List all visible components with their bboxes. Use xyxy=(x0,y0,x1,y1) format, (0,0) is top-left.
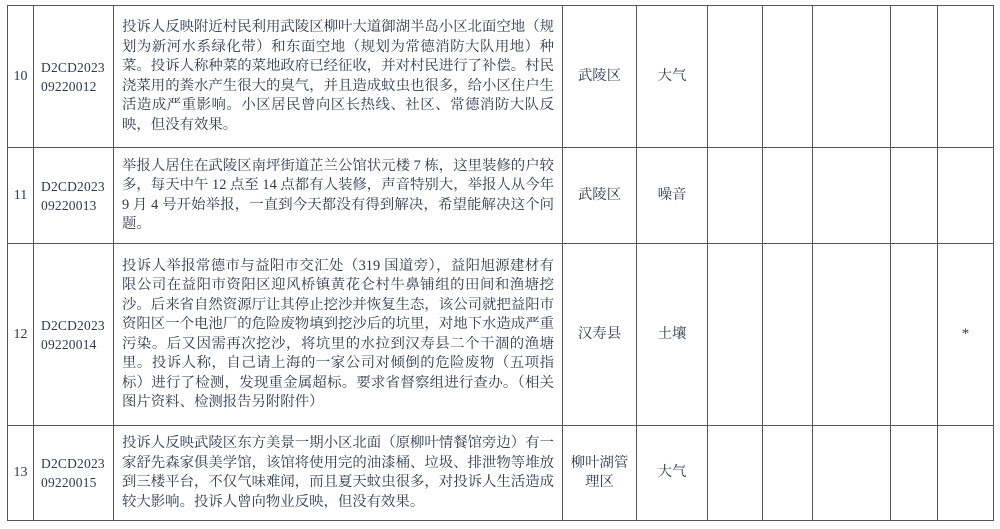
extra-cell-2 xyxy=(763,426,813,521)
mark-cell xyxy=(938,426,994,521)
extra-cell-4 xyxy=(891,6,938,148)
description-cell: 举报人居住在武陵区南坪街道芷兰公馆状元楼 7 栋，这里装修的户较多，每天中午 12 点至 14 点都有人装修，声音特别大，举报人从今年 9 月 4 号开始举报，一直到今天都没有得到解决，希望能解决这个问题。 xyxy=(114,148,563,244)
table-row xyxy=(8,244,994,426)
extra-cell-1 xyxy=(708,426,763,521)
case-id-cell: D2CD202309220013 xyxy=(34,148,114,244)
extra-cell-1 xyxy=(708,244,763,426)
row-number-cell: 13 xyxy=(8,426,34,521)
case-id-cell: D2CD202309220012 xyxy=(34,6,114,148)
extra-cell-1 xyxy=(708,6,763,148)
row-number-cell: 10 xyxy=(8,6,34,148)
extra-cell-3 xyxy=(813,244,891,426)
extra-cell-4 xyxy=(891,426,938,521)
case-id-cell: D2CD202309220014 xyxy=(34,244,114,426)
complaints-table xyxy=(7,5,994,521)
extra-cell-4 xyxy=(891,244,938,426)
mark-cell xyxy=(938,148,994,244)
category-cell: 噪音 xyxy=(637,148,708,244)
extra-cell-3 xyxy=(813,148,891,244)
description-cell: 投诉人反映武陵区东方美景一期小区北面（原柳叶情餐馆旁边）有一家舒先森家俱美学馆，该馆将使用完的油漆桶、垃圾、排泄物等堆放到三楼平台，不仅气味难闻，而且夏天蚊虫很多，对投诉人生活造成较大影响。投诉人曾向物业反映，但没有效果。 xyxy=(114,426,563,521)
category-cell: 大气 xyxy=(637,6,708,148)
table-row xyxy=(8,6,994,148)
region-cell: 柳叶湖管理区 xyxy=(563,426,637,521)
category-cell: 大气 xyxy=(637,426,708,521)
description-cell: 投诉人举报常德市与益阳市交汇处（319 国道旁），益阳旭源建材有限公司在益阳市资阳区迎风桥镇黄花仑村牛鼻铺组的田间和渔塘挖沙。后来省自然资源厅让其停止挖沙并恢复生态，该公司就把益阳市资阳区一个电池厂的危险废物填到挖沙后的坑里，对地下水造成严重污染。后又因需再次挖沙，将坑里的水拉到汉寿县二个干涸的渔塘里。投诉人称，自己请上海的一家公司对倾倒的危险废物（五项指标）进行了检测，发现重金属超标。要求省督察组进行查办。（相关图片资料、检测报告另附附件） xyxy=(114,244,563,426)
region-cell: 汉寿县 xyxy=(563,244,637,426)
mark-cell: * xyxy=(938,244,994,426)
extra-cell-1 xyxy=(708,148,763,244)
extra-cell-4 xyxy=(891,148,938,244)
region-cell: 武陵区 xyxy=(563,6,637,148)
region-cell: 武陵区 xyxy=(563,148,637,244)
mark-cell xyxy=(938,6,994,148)
table-row xyxy=(8,426,994,521)
extra-cell-2 xyxy=(763,148,813,244)
case-id-cell: D2CD202309220015 xyxy=(34,426,114,521)
extra-cell-2 xyxy=(763,6,813,148)
description-cell: 投诉人反映附近村民利用武陵区柳叶大道御湖半岛小区北面空地（规划为新河水系绿化带）和东面空地（规划为常德消防大队用地）种菜。投诉人称种菜的菜地政府已经征收，并对村民进行了补偿。村民浇菜用的粪水产生很大的臭气，并且造成蚊虫也很多，给小区住户生活造成严重影响。小区居民曾向区长热线、社区、常德消防大队反映，但没有效果。 xyxy=(114,6,563,148)
extra-cell-2 xyxy=(763,244,813,426)
extra-cell-3 xyxy=(813,426,891,521)
table-row xyxy=(8,148,994,244)
extra-cell-3 xyxy=(813,6,891,148)
category-cell: 土壤 xyxy=(637,244,708,426)
row-number-cell: 11 xyxy=(8,148,34,244)
row-number-cell: 12 xyxy=(8,244,34,426)
